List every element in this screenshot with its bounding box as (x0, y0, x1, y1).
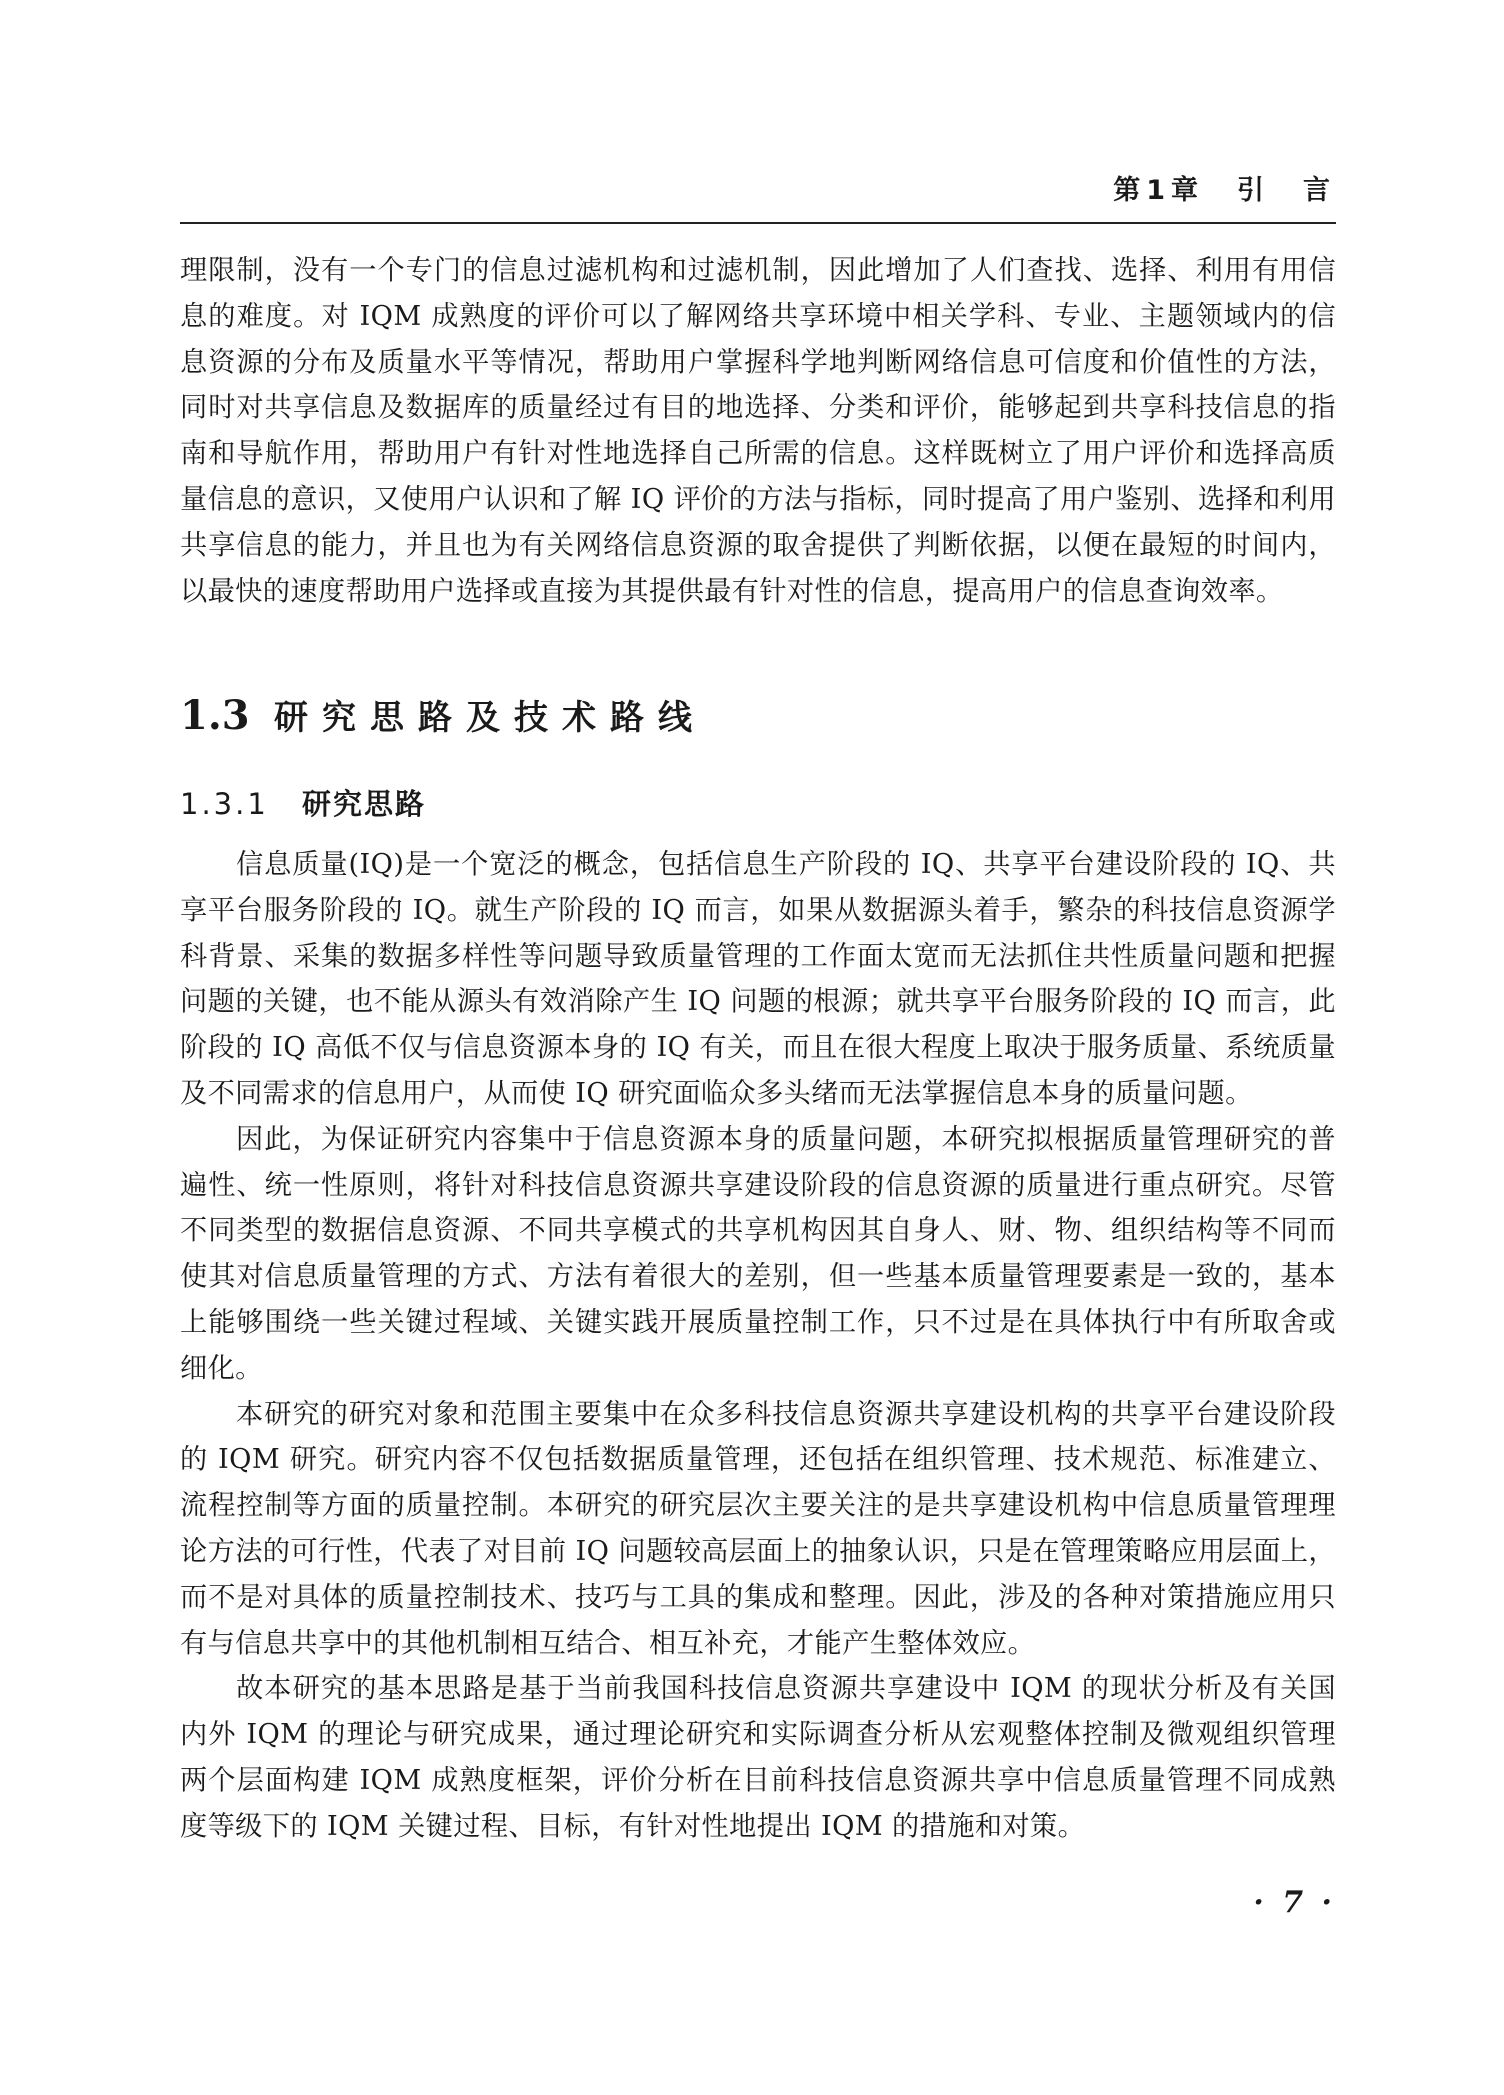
running-header (180, 176, 1336, 224)
body-paragraph: 信息质量(IQ)是一个宽泛的概念，包括信息生产阶段的 IQ、共享平台建设阶段的 IQ、共享平台服务阶段的 IQ。就生产阶段的 IQ 而言，如果从数据源头着手，繁杂的科技信息资源学科背景、采集的数据多样性等问题导致质量管理的工作面太宽而无法抓住共性质量问题和把握问题的关键，也不能从源头有效消除产生 IQ 问题的根源；就共享平台服务阶段的 IQ 而言，此阶段的 IQ 高低不仅与信息资源本身的 IQ 有关，而且在很大程度上取决于服务质量、系统质量及不同需求的信息用户，从而使 IQ 研究面临众多头绪而无法掌握信息本身的质量问题。 (180, 849, 1336, 1109)
subsection-number: 1.3.1 (180, 787, 269, 821)
intro-block (180, 248, 1336, 614)
body-paragraph: 本研究的研究对象和范围主要集中在众多科技信息资源共享建设机构的共享平台建设阶段的 IQM 研究。研究内容不仅包括数据质量管理，还包括在组织管理、技术规范、标准建立、流程控制等方面的质量控制。本研究的研究层次主要关注的是共享建设机构中信息质量管理理论方法的可行性，代表了对目前 IQ 问题较高层面上的抽象认识，只是在管理策略应用层面上，而不是对具体的质量控制技术、技巧与工具的集成和整理。因此，涉及的各种对策措施应用只有与信息共享中的其他机制相互结合、相互补充，才能产生整体效应。 (180, 1398, 1336, 1659)
intro-paragraph: 理限制，没有一个专门的信息过滤机构和过滤机制，因此增加了人们查找、选择、利用有用信息的难度。对 IQM 成熟度的评价可以了解网络共享环境中相关学科、专业、主题领域内的信息资源的分布及质量水平等情况，帮助用户掌握科学地判断网络信息可信度和价值性的方法，同时对共享信息及数据库的质量经过有目的地选择、分类和评价，能够起到共享科技信息的指南和导航作用，帮助用户有针对性地选择自己所需的信息。这样既树立了用户评价和选择高质量信息的意识，又使用户认识和了解 IQ 评价的方法与指标，同时提高了用户鉴别、选择和利用共享信息的能力，并且也为有关网络信息资源的取舍提供了判断依据，以便在最短的时间内，以最快的速度帮助用户选择或直接为其提供最有针对性的信息，提高用户的信息查询效率。 (180, 255, 1336, 607)
chapter-title: 第1章 引 言 (1113, 175, 1336, 206)
subsection-title: 研究思路 (302, 787, 427, 821)
body-paragraph: 因此，为保证研究内容集中于信息资源本身的质量问题，本研究拟根据质量管理研究的普遍性、统一性原则，将针对科技信息资源共享建设阶段的信息资源的质量进行重点研究。尽管不同类型的数据信息资源、不同共享模式的共享机构因其自身人、财、物、组织结构等不同而使其对信息质量管理的方式、方法有着很大的差别，但一些基本质量管理要素是一致的，基本上能够围绕一些关键过程域、关键实践开展质量控制工作，只不过是在具体执行中有所取舍或细化。 (180, 1123, 1336, 1384)
subsection-heading (180, 784, 426, 824)
body-paragraph: 故本研究的基本思路是基于当前我国科技信息资源共享建设中 IQM 的现状分析及有关国内外 IQM 的理论与研究成果，通过理论研究和实际调查分析从宏观整体控制及微观组织管理两个层面构建 IQM 成熟度框架，评价分析在目前科技信息资源共享中信息质量管理不同成熟度等级下的 IQM 关键过程、目标，有针对性地提出 IQM 的措施和对策。 (180, 1673, 1336, 1842)
main-text (180, 842, 1336, 1850)
section-number: 1.3 (180, 692, 250, 739)
section-title: 研究思路及技术路线 (274, 698, 706, 738)
section-heading (180, 688, 706, 744)
page-number: · 7 · (1253, 1885, 1336, 1920)
